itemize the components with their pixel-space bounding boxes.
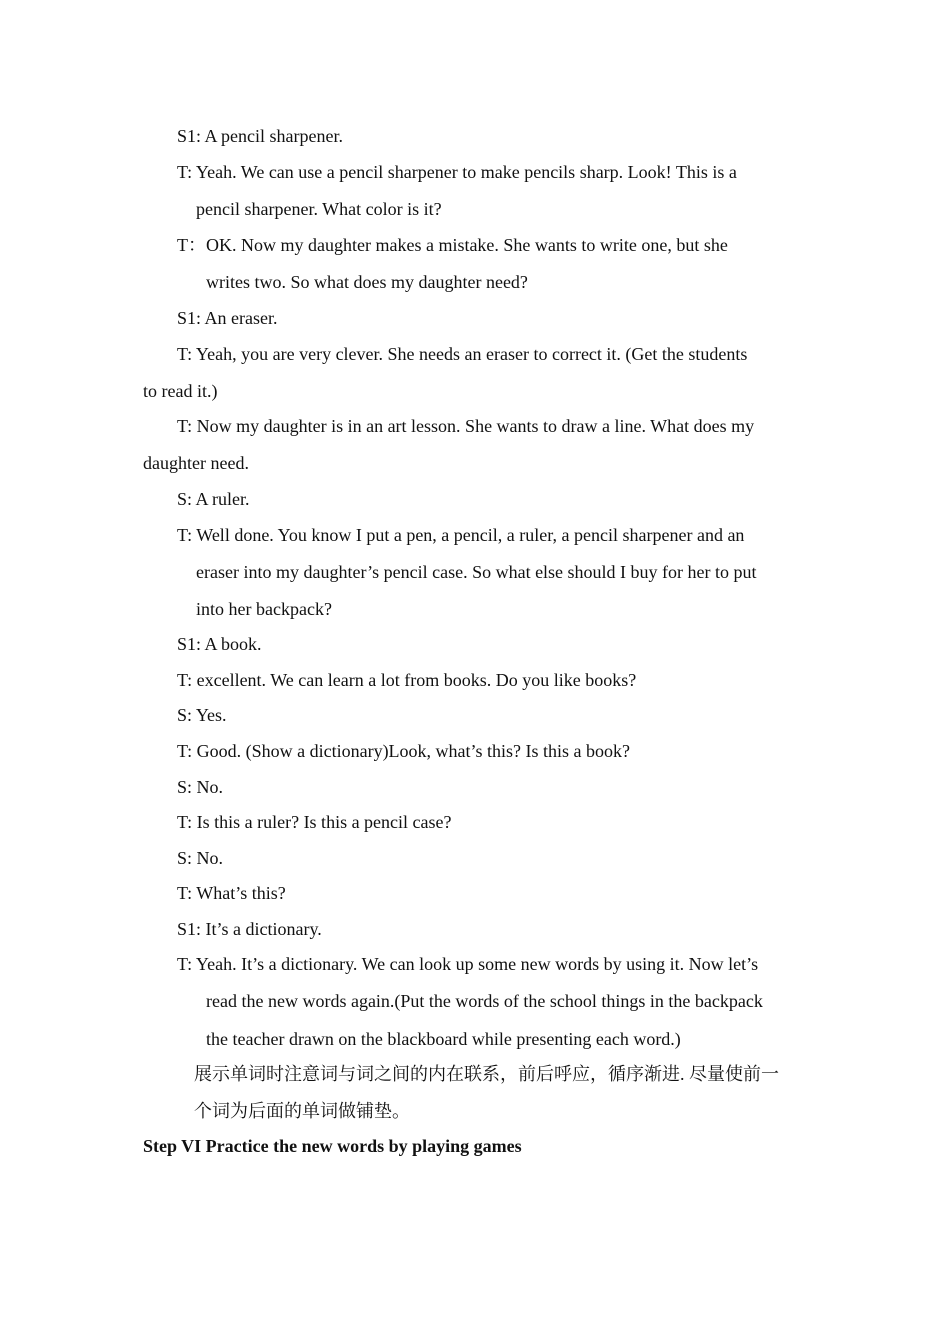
dialogue-line: T: Is this a ruler? Is this a pencil case? <box>177 812 452 832</box>
dialogue-line: to read it.) <box>143 381 218 401</box>
dialogue-line: T: Well done. You know I put a pen, a pencil, a ruler, a pencil sharpener and an <box>177 525 745 545</box>
dialogue-line: T: Now my daughter is in an art lesson. She wants to draw a line. What does my <box>177 416 755 436</box>
dialogue-line: T: Yeah, you are very clever. She needs an eraser to correct it. (Get the students <box>177 344 748 364</box>
dialogue-line: the teacher drawn on the blackboard while presenting each word.) <box>206 1029 681 1049</box>
dialogue-line: S1: It’s a dictionary. <box>177 919 322 939</box>
dialogue-line: T: What’s this? <box>177 883 286 903</box>
dialogue-line: into her backpack? <box>196 599 332 619</box>
teaching-note: 展示单词时注意词与词之间的内在联系，前后呼应，循序渐进. 尽量使前一 <box>194 1064 779 1084</box>
dialogue-line: S1: An eraser. <box>177 308 278 328</box>
dialogue-line: pencil sharpener. What color is it? <box>196 199 442 219</box>
dialogue-line: T: Yeah. We can use a pencil sharpener to make pencils sharp. Look! This is a <box>177 162 737 182</box>
dialogue-line: S: No. <box>177 777 224 797</box>
dialogue-line: S1: A book. <box>177 634 262 654</box>
dialogue-line: T: Yeah. It’s a dictionary. We can look up some new words by using it. Now let’s <box>177 954 759 974</box>
dialogue-line: eraser into my daughter’s pencil case. So what else should I buy for her to put <box>196 562 757 582</box>
dialogue-line: S1: A pencil sharpener. <box>177 126 343 146</box>
dialogue-line: T：OK. Now my daughter makes a mistake. She wants to write one, but she <box>177 235 728 255</box>
section-heading: Step VI Practice the new words by playing games <box>143 1136 522 1156</box>
dialogue-line: S: A ruler. <box>177 489 250 509</box>
teaching-note: 个词为后面的单词做铺垫。 <box>194 1101 410 1121</box>
dialogue-line: read the new words again.(Put the words of the school things in the backpack <box>206 991 763 1011</box>
dialogue-line: S: No. <box>177 848 224 868</box>
dialogue-line: T: Good. (Show a dictionary)Look, what’s this? Is this a book? <box>177 741 631 761</box>
dialogue-line: S: Yes. <box>177 705 227 725</box>
dialogue-line: daughter need. <box>143 453 249 473</box>
dialogue-line: writes two. So what does my daughter need? <box>206 272 528 292</box>
dialogue-line: T: excellent. We can learn a lot from books. Do you like books? <box>177 670 637 690</box>
